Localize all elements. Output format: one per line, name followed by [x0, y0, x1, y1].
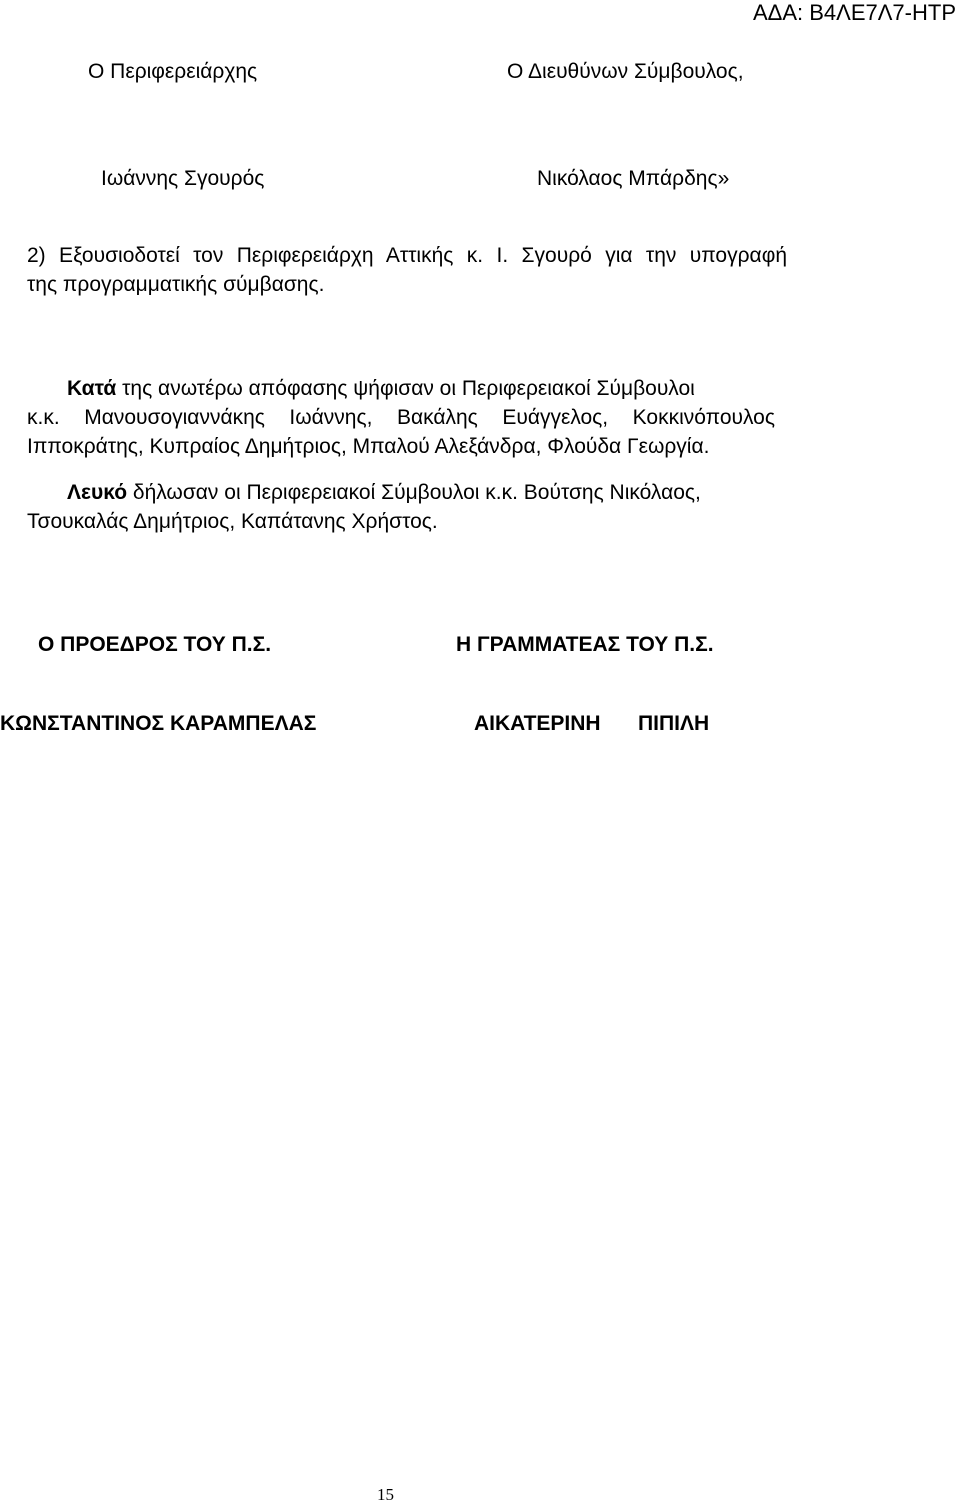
vote-against-label: Κατά — [67, 377, 117, 400]
vote-blank-paragraph — [27, 478, 783, 536]
vote-against-paragraph — [27, 374, 775, 461]
ada-code: ΑΔΑ: Β4ΛΕ7Λ7-ΗΤΡ — [752, 0, 956, 25]
vote-against-line-2: κ.κ. Μανουσογιαννάκης Ιωάννης, Βακάλης Ευάγγελος, Κοκκινόπουλος — [27, 406, 775, 429]
council-secretary-last-name: ΠΙΠΙΛΗ — [638, 712, 710, 735]
vote-blank-line-1 — [27, 478, 783, 507]
item-2-paragraph — [27, 241, 787, 299]
item-2-line-1: 2) Εξουσιοδοτεί τον Περιφερειάρχη Αττικής κ. Ι. Σγουρό για την υπογραφή — [27, 244, 787, 267]
vote-blank-label: Λευκό — [67, 481, 128, 504]
vote-against-line-3: Ιπποκράτης, Κυπραίος Δημήτριος, Μπαλού Αλεξάνδρα, Φλούδα Γεωργία. — [27, 435, 710, 458]
managing-director-name: Νικόλαος Μπάρδης» — [537, 167, 730, 190]
council-secretary-first-name: ΑΙΚΑΤΕΡΙΝΗ — [474, 712, 601, 735]
regional-governor-name: Ιωάννης Σγουρός — [101, 167, 265, 190]
regional-governor-title: Ο Περιφερειάρχης — [88, 60, 258, 83]
managing-director-title: Ο Διευθύνων Σύμβουλος, — [507, 60, 744, 83]
vote-blank-line-2: Τσουκαλάς Δημήτριος, Καπάτανης Χρήστος. — [27, 510, 438, 533]
council-president-name: ΚΩΝΣΤΑΝΤΙΝΟΣ ΚΑΡΑΜΠΕΛΑΣ — [0, 712, 317, 735]
council-secretary-title: Η ΓΡΑΜΜΑΤΕΑΣ ΤΟΥ Π.Σ. — [456, 633, 714, 656]
vote-blank-line-1-text: δήλωσαν οι Περιφερειακοί Σύμβουλοι κ.κ. Βούτσης Νικόλαος, — [127, 481, 701, 504]
vote-against-line-1 — [27, 374, 775, 403]
page-number: 15 — [377, 1485, 394, 1504]
council-president-title: Ο ΠΡΟΕΔΡΟΣ ΤΟΥ Π.Σ. — [38, 633, 272, 656]
vote-against-line-1-text: της ανωτέρω απόφασης ψήφισαν οι Περιφερειακοί Σύμβουλοι — [116, 377, 695, 400]
item-2-line-2: της προγραμματικής σύμβασης. — [27, 273, 325, 296]
